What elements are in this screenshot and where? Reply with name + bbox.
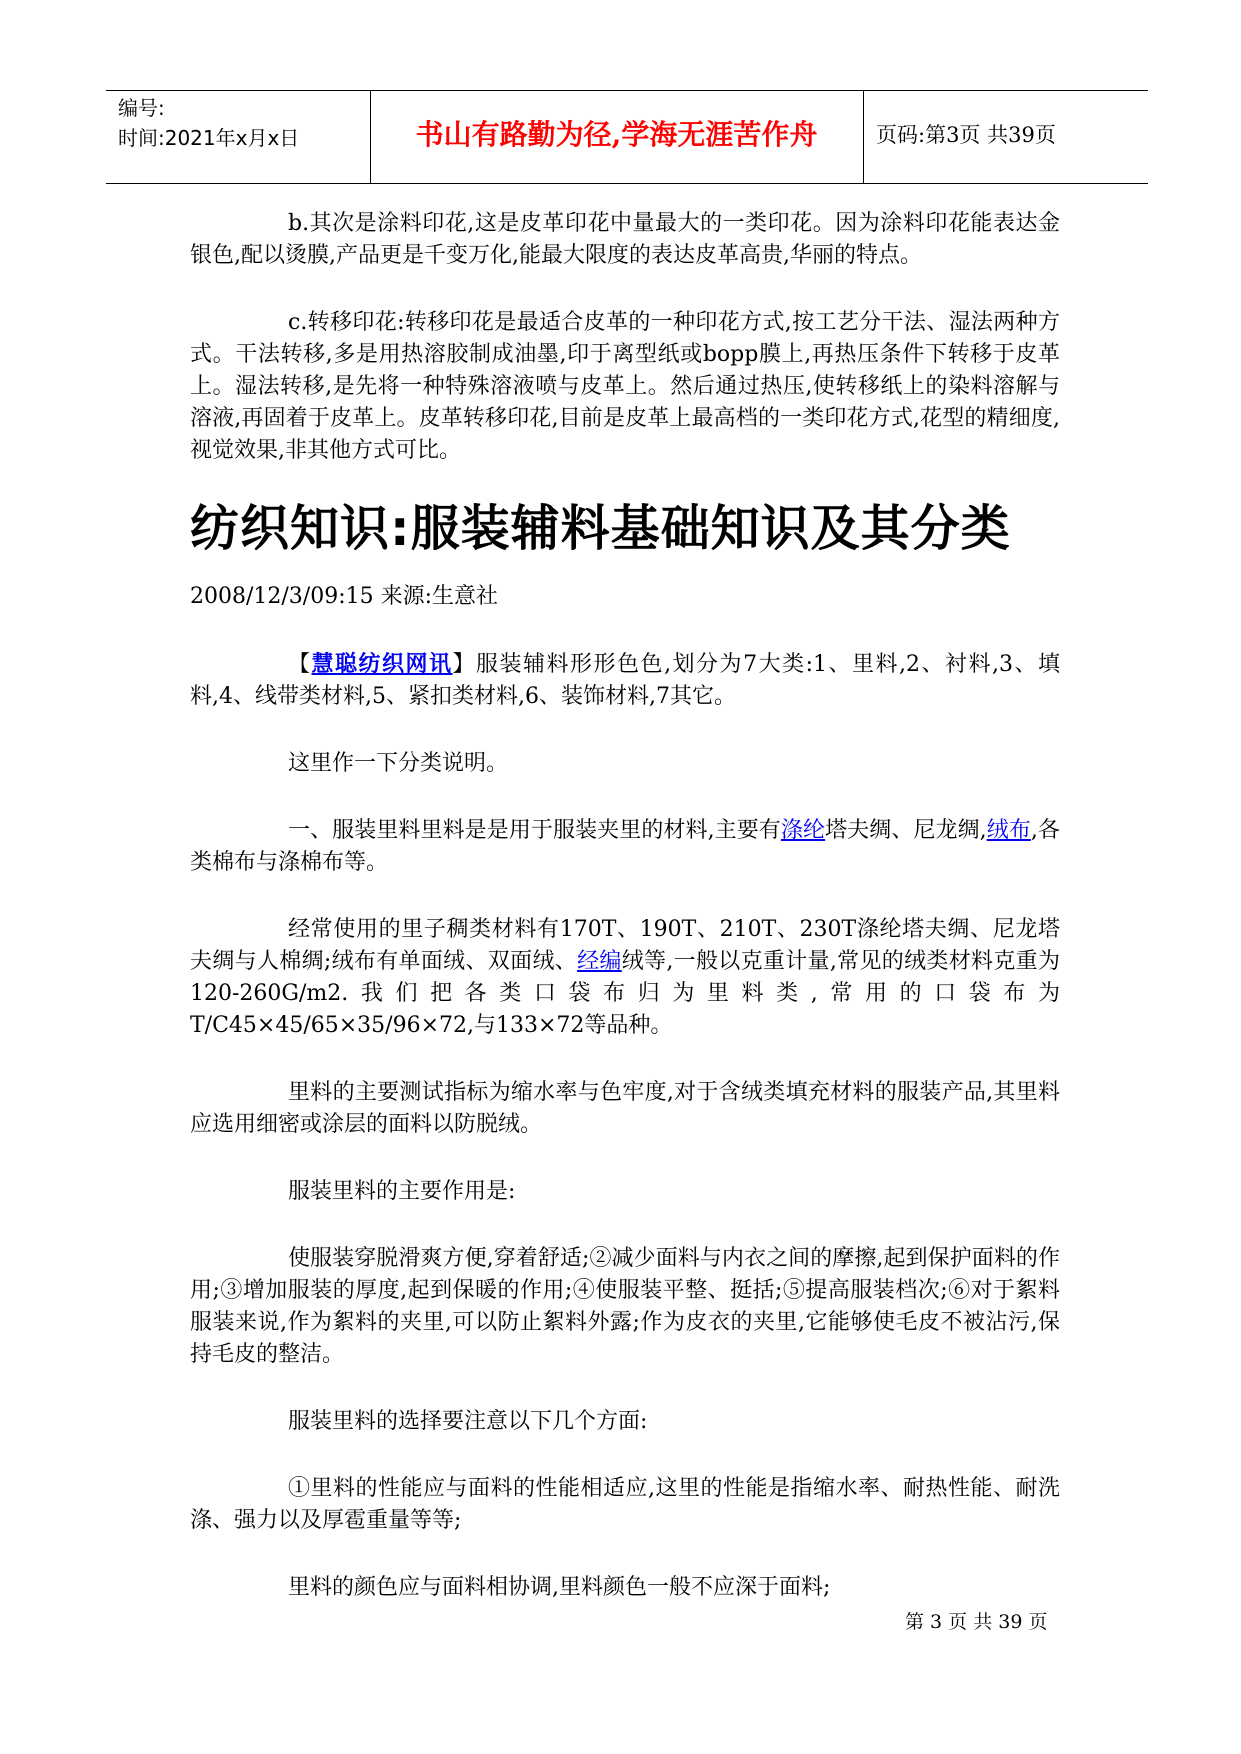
paragraph-common-materials xyxy=(190,914,1060,1042)
paragraph-lining xyxy=(190,815,1060,879)
header-info xyxy=(118,93,299,153)
warp-knit-link[interactable]: 经编 xyxy=(577,949,622,974)
time-label: 时间:2021年x月x日 xyxy=(118,126,300,150)
lining-text-mid: 塔夫绸、尼龙绸, xyxy=(825,818,987,843)
paragraph-selection-1: ①里料的性能应与面料的性能相适应,这里的性能是指缩水率、耐热性能、耐洗涤、强力以及厚雹重量等等; xyxy=(190,1476,1060,1533)
page-header xyxy=(106,90,1148,184)
document-body xyxy=(190,208,1060,1639)
bracket-open: 【 xyxy=(288,652,312,677)
article-meta: 2008/12/3/09:15 来源:生意社 xyxy=(190,584,499,609)
intro-text: 服装辅料形形色色,划分为7大类:1、里料,2、衬料,3、填料,4、线带类材料,5、紧扣类材料,6、装饰材料,7其它。 xyxy=(190,652,1060,709)
source-link[interactable]: 慧聪纺织网讯 xyxy=(311,651,453,677)
paragraph-explain: 这里作一下分类说明。 xyxy=(288,751,509,776)
header-divider xyxy=(863,91,864,183)
number-label: 编号: xyxy=(118,96,165,120)
lining-text-post: ,各类棉布与涤棉布等。 xyxy=(190,818,1060,875)
article-title: 纺织知识:服装辅料基础知识及其分类 xyxy=(190,500,1011,557)
paragraph-coating-print: b.其次是涂料印花,这是皮革印花中量最大的一类印花。因为涂料印花能表达金银色,配以烫膜,产品更是千变万化,能最大限度的表达皮革高贵,华丽的特点。 xyxy=(190,211,1060,268)
header-motto: 书山有路勤为径,学海无涯苦作舟 xyxy=(415,118,818,151)
paragraph-selection-heading: 服装里料的选择要注意以下几个方面: xyxy=(288,1409,648,1434)
paragraph-testing: 里料的主要测试指标为缩水率与色牢度,对于含绒类填充材料的服装产品,其里料应选用细密或涂层的面料以防脱绒。 xyxy=(190,1080,1060,1137)
polyester-link[interactable]: 涤纶 xyxy=(780,818,826,843)
common-text-pre: 经常使用的里子稠类材料有170T、190T、210T、230T涤纶塔夫绸、尼龙塔夫绸与人棉绸;绒布有单面绒、双面绒、 xyxy=(190,917,1060,974)
bracket-close: 】 xyxy=(452,652,477,677)
paragraph-role: 使服装穿脱滑爽方便,穿着舒适;②减少面料与内衣之间的摩擦,起到保护面料的作用;③增加服装的厚度,起到保暖的作用;④使服装平整、挺括;⑤提高服装档次;⑥对于絮料服装来说,作为絮料的夹里,可以防止絮料外露;作为皮衣的夹里,它能够使毛皮不被沾污,保持毛皮的整洁。 xyxy=(190,1246,1060,1367)
common-text-post: 绒等,一般以克重计量,常见的绒类材料克重为120-260G/m2.我们把各类口袋布归为里料类,常用的口袋布为T/C45×45/65×35/96×72,与133×72等品种。 xyxy=(190,949,1060,1038)
paragraph-selection-2: 里料的颜色应与面料相协调,里料颜色一般不应深于面料; xyxy=(288,1575,831,1600)
paragraph-transfer-print: c.转移印花:转移印花是最适合皮革的一种印花方式,按工艺分干法、湿法两种方式。干法转移,多是用热溶胶制成油墨,印于离型纸或bopp膜上,再热压条件下转移于皮革上。湿法转移,是先将一种特殊溶液喷与皮革上。然后通过热压,使转移纸上的染料溶解与溶液,再固着于皮革上。皮革转移印花,目前是皮革上最高档的一类印花方式,花型的精细度,视觉效果,非其他方式可比。 xyxy=(190,310,1060,463)
flannel-link[interactable]: 绒布 xyxy=(986,818,1031,843)
paragraph-intro xyxy=(190,648,1060,713)
page-footer: 第 3 页 共 39 页 xyxy=(905,1611,1048,1633)
lining-text-pre: 一、服装里料里料是是用于服装夹里的材料,主要有 xyxy=(288,818,781,843)
header-page-number: 页码:第3页 共39页 xyxy=(876,123,1056,147)
paragraph-role-heading: 服装里料的主要作用是: xyxy=(288,1179,516,1204)
